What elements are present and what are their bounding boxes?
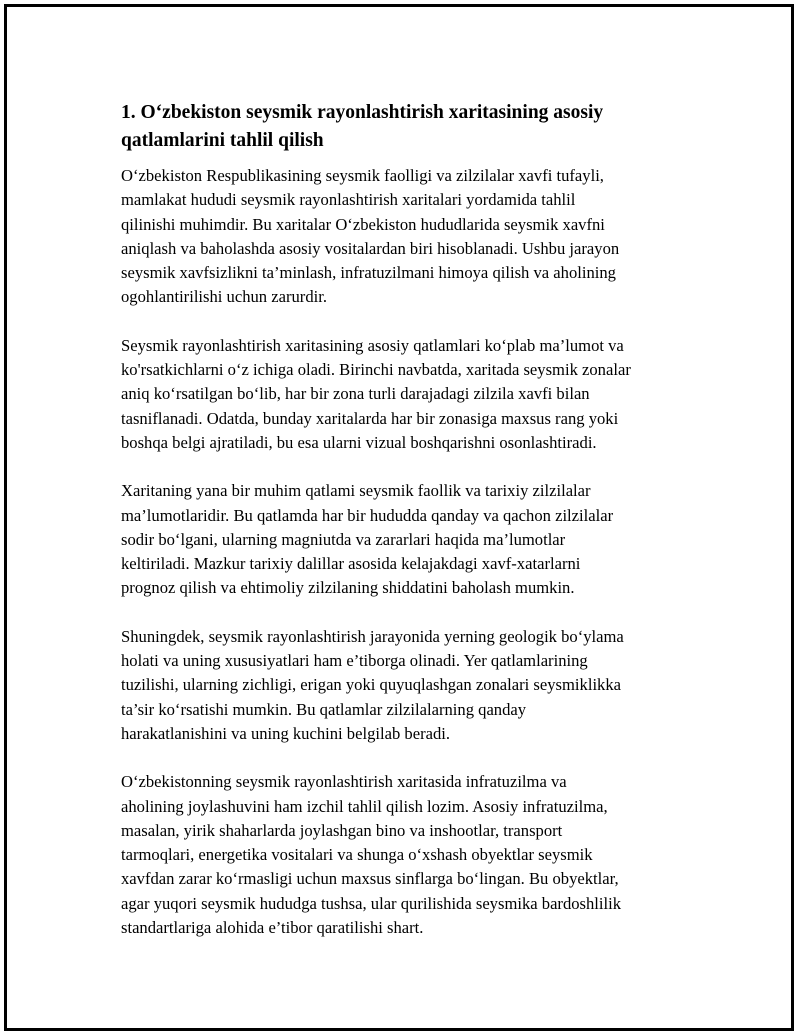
text-line: tarmoqlari, energetika vositalari va shunga o‘xshash obyektlar seysmik	[121, 845, 593, 865]
text-line: Xaritaning yana bir muhim qatlami seysmik faollik va tarixiy zilzilalar	[121, 481, 591, 501]
document-content	[121, 99, 701, 964]
text-line: boshqa belgi ajratiladi, bu esa ularni vizual boshqarishni osonlashtiradi.	[121, 432, 597, 452]
section-title	[121, 99, 701, 155]
text-line: harakatlanishini va uning kuchini belgilab beradi.	[121, 723, 451, 743]
text-line: masalan, yirik shaharlarda joylashgan bino va inshootlar, transport	[121, 820, 563, 840]
paragraph-5	[121, 770, 701, 940]
text-line: prognoz qilish va ehtimoliy zilzilaning shiddatini baholash mumkin.	[121, 578, 575, 598]
text-line: O‘zbekiston Respublikasining seysmik faolligi va zilzilalar xavfi tufayli,	[121, 166, 604, 185]
text-line: xavfdan zarar ko‘rmasligi uchun maxsus sinflarga bo‘lingan. Bu obyektlar,	[121, 869, 619, 889]
text-line: standartlariga alohida e’tibor qaratilishi shart.	[121, 918, 424, 938]
title-line: 1. O‘zbekiston seysmik rayonlashtirish xaritasining asosiy	[121, 102, 604, 123]
paragraph-2	[121, 334, 701, 455]
text-line: holati va uning xususiyatlari ham e’tiborga olinadi. Yer qatlamlarining	[121, 651, 588, 671]
text-line: aholining joylashuvini ham izchil tahlil qilish lozim. Asosiy infratuzilma,	[121, 796, 608, 816]
text-line: sodir bo‘lgani, ularning magniutda va zararlari haqida ma’lumotlar	[121, 529, 566, 549]
text-line: tasniflanadi. Odatda, bunday xaritalarda har bir zonasiga maxsus rang yoki	[121, 408, 619, 428]
paragraph-3	[121, 479, 701, 600]
text-line: aniq ko‘rsatilgan bo‘lib, har bir zona turli darajadagi zilzila xavfi bilan	[121, 384, 590, 404]
text-line: ko'rsatkichlarni o‘z ichiga oladi. Birinchi navbatda, xaritada seysmik zonalar	[121, 360, 631, 380]
text-line: tuzilishi, ularning zichligi, erigan yoki quyuqlashgan zonalari seysmiklikka	[121, 675, 622, 695]
text-line: ma’lumotlaridir. Bu qatlamda har bir hududda qanday va qachon zilzilalar	[121, 505, 614, 525]
text-line: Shuningdek, seysmik rayonlashtirish jarayonida yerning geologik bo‘ylama	[121, 626, 624, 646]
text-line: mamlakat hududi seysmik rayonlashtirish xaritalari yordamida tahlil	[121, 190, 576, 210]
text-line: O‘zbekistonning seysmik rayonlashtirish xaritasida infratuzilma va	[121, 772, 567, 792]
text-line: ta’sir ko‘rsatishi mumkin. Bu qatlamlar zilzilalarning qanday	[121, 699, 527, 719]
title-line: qatlamlarini tahlil qilish	[121, 130, 324, 151]
paragraph-4	[121, 625, 701, 746]
text-line: qilinishi muhimdir. Bu xaritalar O‘zbekiston hududlarida seysmik xavfni	[121, 214, 605, 234]
text-line: Seysmik rayonlashtirish xaritasining asosiy qatlamlari ko‘plab ma’lumot va	[121, 335, 624, 355]
text-line: aniqlash va baholashda asosiy vositalardan biri hisoblanadi. Ushbu jarayon	[121, 238, 620, 258]
text-line: seysmik xavfsizlikni ta’minlash, infratuzilmani himoya qilish va aholining	[121, 263, 616, 283]
paragraph-1	[121, 164, 701, 310]
text-line: agar yuqori seysmik hududga tushsa, ular qurilishida seysmika bardoshlilik	[121, 893, 622, 913]
page-frame	[4, 4, 794, 1031]
text-line: ogohlantirilishi uchun zarurdir.	[121, 287, 327, 307]
text-line: keltiriladi. Mazkur tarixiy dalillar asosida kelajakdagi xavf-xatarlarni	[121, 554, 581, 574]
